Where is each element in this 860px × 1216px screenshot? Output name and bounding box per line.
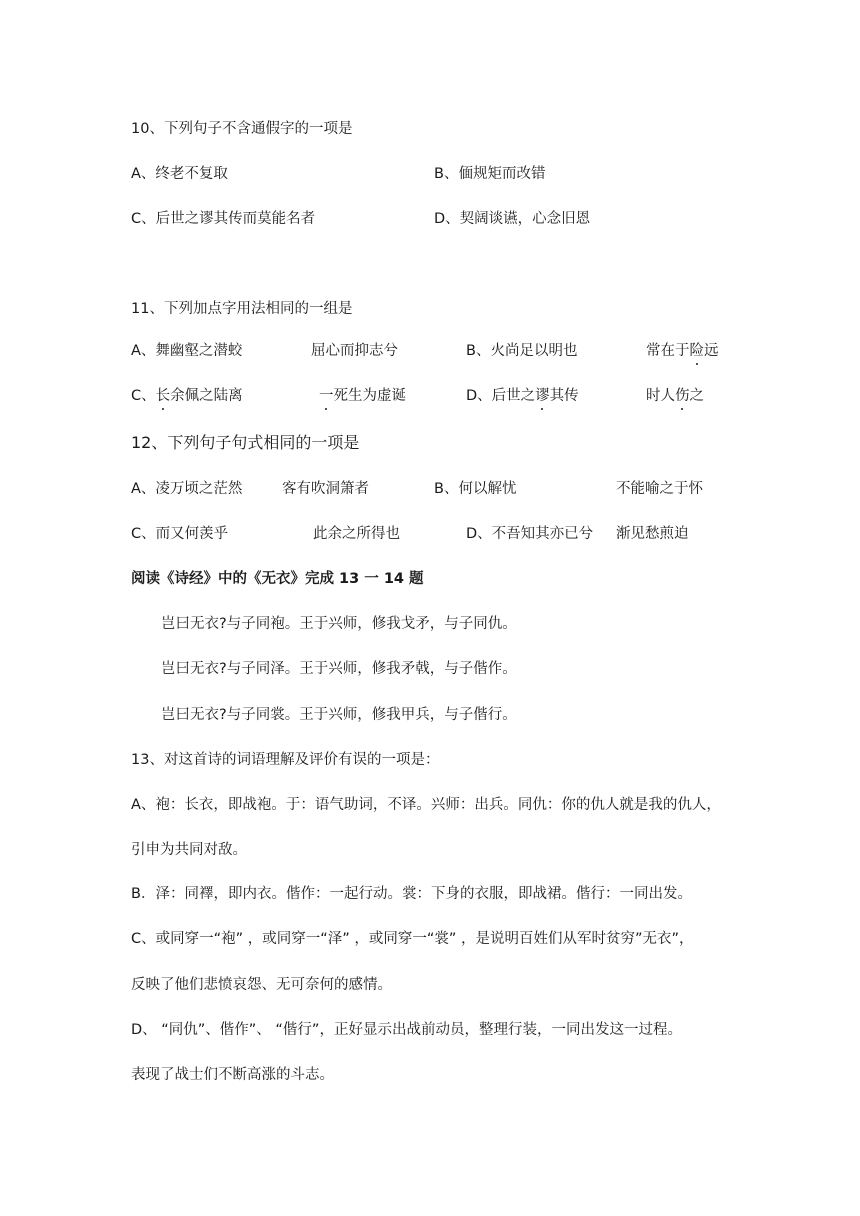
q11-d2-post: 之 [689,388,704,404]
q13-option-b: B．泽：同襗，即内衣。偕作：一起行动。裳：下身的衣服，即战裙。偕行：一同出发。 [131,886,692,902]
q12-option-a-second: 客有吹洞箫者 [282,481,369,497]
q13-option-a: A、袍：长衣，即战袍。于：语气助词，不译。兴师：出兵。同仇：你的仇人就是我的仇人， [131,797,721,813]
q13-option-a-cont: 引申为共同对敌。 [131,842,247,858]
reading-title: 阅读《诗经》中的《无衣》完成 13 一 14 题 [131,571,424,587]
q11-option-d-first [466,386,579,406]
q11-option-a-second: 屈心而抑志兮 [311,343,398,359]
q11-d2-dotted: 伤 [675,388,690,404]
q11-option-a-first: A、舞幽壑之潜蛟 [131,343,243,359]
poem-line: 岂曰无衣?与子同泽。王于兴师，修我矛戟，与子偕作。 [161,661,517,677]
q11-c2-dotted: 一 [319,388,334,404]
q11-b2-dotted: 险 [689,343,704,359]
q11-b2-post: 远 [704,343,719,359]
poem-line: 岂曰无衣?与子同袍。王于兴师，修我戈矛，与子同仇。 [161,616,517,632]
q12-option-d-second: 渐见愁煎迫 [616,526,689,542]
q12-option-c-first: C、而又何羡乎 [131,526,229,542]
q11-c1-post: 余佩之陆离 [170,388,243,404]
q12-option-c-second: 此余之所得也 [313,526,400,542]
q11-option-c-second [319,386,406,406]
q11-option-c-first [131,386,243,406]
q11-d1-post: 其传 [549,388,579,404]
q10-option-c: C、后世之谬其传而莫能名者 [131,211,316,227]
poem-line: 岂曰无衣?与子同裳。王于兴师，修我甲兵，与子偕行。 [161,707,517,723]
q12-option-b-first: B、何以解忧 [434,481,517,497]
q13-option-c: C、或同穿一“袍” ，或同穿一“泽” ，或同穿一“裳” ，是说明百姓们从军时贫穷”无衣”， [131,931,694,947]
q11-d2-pre: 时人 [646,388,675,404]
q11-c1-dotted: 长 [155,388,171,404]
q12-option-a-first: A、凌万顷之茫然 [131,481,243,497]
q11-option-b-first: B、火尚足以明也 [466,343,578,359]
q10-option-a: A、终老不复取 [131,166,228,182]
q10-stem: 10、下列句子不含通假字的一项是 [131,121,353,137]
q13-option-d-cont: 表现了战士们不断高涨的斗志。 [131,1067,334,1083]
q11-option-b-second [646,341,719,361]
q11-c2-post: 死生为虚诞 [333,388,406,404]
q12-stem: 12、下列句子句式相同的一项是 [131,433,360,452]
q11-d1-pre: D、后世之 [466,388,536,404]
q11-b2-pre: 常在于 [646,343,690,359]
q11-option-d-second [646,386,704,406]
q13-stem: 13、对这首诗的词语理解及评价有误的一项是： [131,752,440,768]
q12-option-b-second: 不能喻之于怀 [616,481,703,497]
q11-stem: 11、下列加点字用法相同的一组是 [131,301,353,317]
q11-c1-pre: C、 [131,388,156,404]
q13-option-d: D、 “同仇”、偕作”、 “偕行”，正好显示出战前动员，整理行装，一同出发这一过程。 [131,1022,682,1038]
q10-option-b: B、偭规矩而改错 [434,166,546,182]
q10-option-d: D、契阔谈䜩，心念旧恩 [434,211,591,227]
q12-option-d-first: D、不吾知其亦已兮 [466,526,594,542]
q13-option-c-cont: 反映了他们悲愤哀怨、无可奈何的感情。 [131,977,392,993]
q11-d1-dotted: 谬 [535,388,550,404]
